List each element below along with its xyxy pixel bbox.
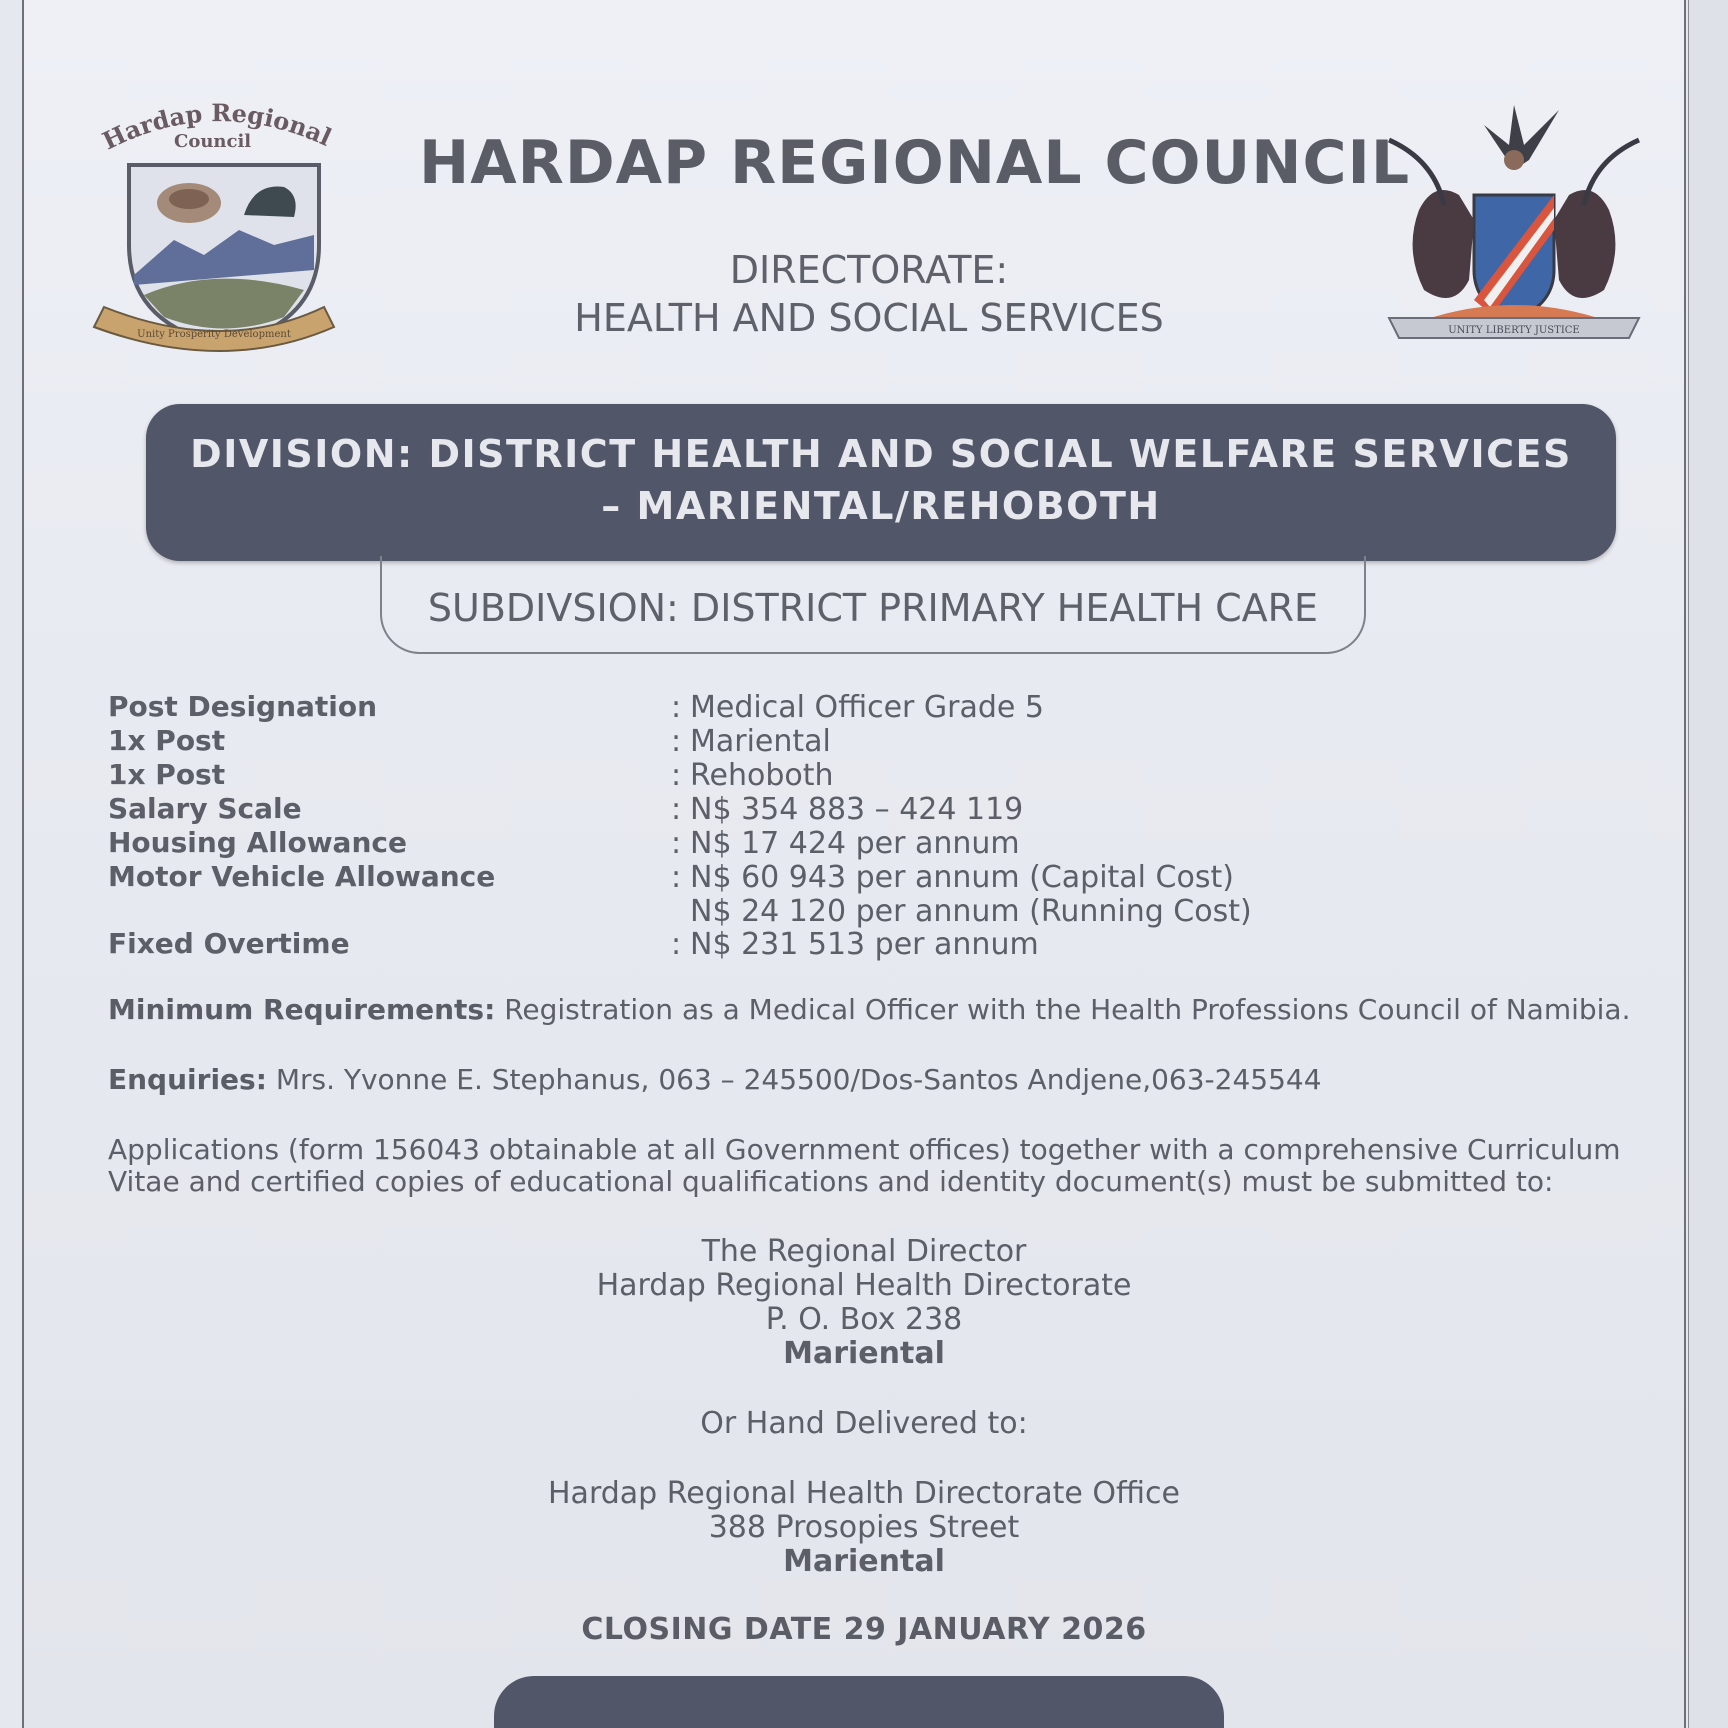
subdivision-box bbox=[380, 556, 1366, 654]
physical-address-line-3: Mariental bbox=[783, 1544, 945, 1579]
detail-row-salary-scale bbox=[108, 792, 1608, 826]
detail-value: N$ 17 424 per annum bbox=[690, 826, 1020, 861]
detail-label: 1x Post bbox=[108, 758, 226, 791]
footer-bar bbox=[494, 1676, 1224, 1728]
detail-value: Medical Officer Grade 5 bbox=[690, 690, 1044, 725]
detail-label: Post Designation bbox=[108, 690, 378, 723]
physical-address-line-1: Hardap Regional Health Directorate Office bbox=[548, 1476, 1180, 1511]
svg-text:Unity Prosperity Development: Unity Prosperity Development bbox=[137, 329, 291, 340]
detail-colon: : bbox=[671, 860, 682, 895]
requirements-text: Registration as a Medical Officer with the Health Professions Council of Namibia. bbox=[504, 993, 1631, 1026]
svg-text:Council: Council bbox=[174, 131, 252, 152]
postal-address-line-4: Mariental bbox=[783, 1336, 945, 1371]
svg-text:Hardap Regional: Hardap Regional bbox=[97, 98, 337, 156]
detail-colon: : bbox=[671, 792, 682, 827]
detail-row-housing-allowance bbox=[108, 826, 1608, 860]
enquiries-text: Mrs. Yvonne E. Stephanus, 063 – 245500/Dos-Santos Andjene,063-245544 bbox=[275, 1063, 1322, 1096]
detail-colon: : bbox=[671, 826, 682, 861]
detail-label: Salary Scale bbox=[108, 792, 302, 825]
coat-of-arms-icon bbox=[1364, 100, 1664, 355]
detail-value: Mariental bbox=[690, 724, 831, 759]
hardap-council-logo-icon bbox=[64, 95, 364, 360]
detail-row-post-rehoboth bbox=[108, 758, 1608, 792]
svg-text:UNITY LIBERTY JUSTICE: UNITY LIBERTY JUSTICE bbox=[1448, 325, 1580, 336]
detail-row-post-designation bbox=[108, 690, 1608, 724]
detail-colon: : bbox=[671, 758, 682, 793]
subdivision-title: SUBDIVSION: DISTRICT PRIMARY HEALTH CARE bbox=[427, 586, 1319, 630]
detail-row-fixed-overtime bbox=[108, 927, 1608, 961]
directorate-name: HEALTH AND SOCIAL SERVICES bbox=[574, 296, 1164, 340]
minimum-requirements bbox=[108, 993, 1630, 1026]
directorate-label: DIRECTORATE: bbox=[729, 248, 1009, 292]
closing-date: CLOSING DATE 29 JANUARY 2026 bbox=[581, 1612, 1147, 1647]
detail-value: Rehoboth bbox=[690, 758, 834, 793]
detail-colon: : bbox=[671, 724, 682, 759]
division-line-2: – MARIENTAL/REHOBOTH bbox=[601, 484, 1161, 528]
page-title: HARDAP REGIONAL COUNCIL bbox=[419, 128, 1411, 198]
hand-delivery-label: Or Hand Delivered to: bbox=[700, 1406, 1028, 1441]
detail-label: Fixed Overtime bbox=[108, 927, 350, 960]
detail-value: N$ 24 120 per annum (Running Cost) bbox=[690, 894, 1252, 929]
detail-label: 1x Post bbox=[108, 724, 226, 757]
detail-value: N$ 231 513 per annum bbox=[690, 927, 1039, 962]
detail-label: Motor Vehicle Allowance bbox=[108, 860, 496, 893]
division-banner bbox=[146, 404, 1616, 561]
postal-address-line-3: P. O. Box 238 bbox=[765, 1302, 963, 1337]
advertisement-page bbox=[22, 0, 1686, 1728]
applications-line-1: Applications (form 156043 obtainable at all Government offices) together with a comprehensive Curriculum bbox=[108, 1133, 1621, 1166]
detail-label: Housing Allowance bbox=[108, 826, 407, 859]
detail-value: N$ 60 943 per annum (Capital Cost) bbox=[690, 860, 1234, 895]
detail-value: N$ 354 883 – 424 119 bbox=[690, 792, 1024, 827]
applications-line-2: Vitae and certified copies of educational qualifications and identity document(s) must be submitted to: bbox=[108, 1165, 1554, 1198]
detail-row-motor-vehicle-allowance bbox=[108, 860, 1608, 894]
detail-colon: : bbox=[671, 927, 682, 962]
physical-address-line-2: 388 Prosopies Street bbox=[708, 1510, 1020, 1545]
detail-row-post-mariental bbox=[108, 724, 1608, 758]
division-line-1: DIVISION: DISTRICT HEALTH AND SOCIAL WELFARE SERVICES bbox=[190, 432, 1572, 476]
page-edge bbox=[1688, 0, 1728, 1728]
detail-row-running-cost bbox=[108, 894, 1608, 928]
enquiries bbox=[108, 1063, 1322, 1096]
postal-address-line-2: Hardap Regional Health Directorate bbox=[596, 1268, 1132, 1303]
enquiries-label: Enquiries: bbox=[108, 1063, 267, 1096]
postal-address-line-1: The Regional Director bbox=[701, 1234, 1027, 1269]
requirements-label: Minimum Requirements: bbox=[108, 993, 496, 1026]
detail-colon: : bbox=[671, 690, 682, 725]
